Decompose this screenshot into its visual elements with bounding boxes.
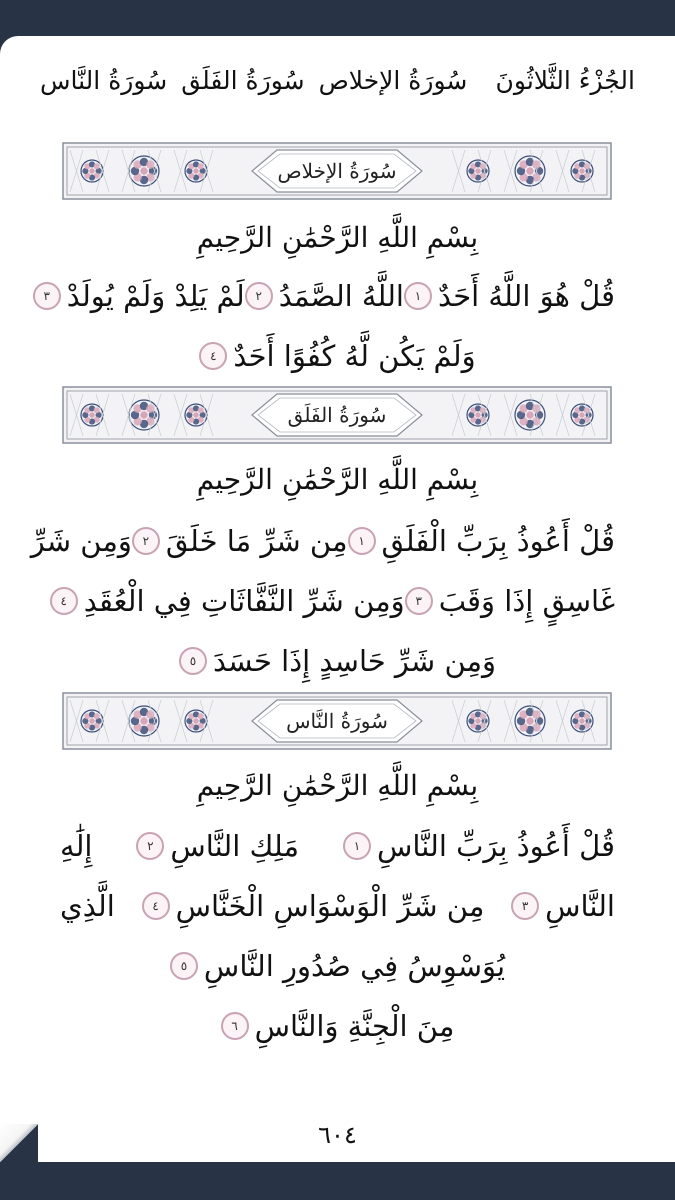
verse-segment bbox=[170, 941, 505, 991]
verse-segment bbox=[50, 576, 405, 626]
verse-segment bbox=[33, 271, 245, 321]
surah-title-frame bbox=[62, 386, 612, 444]
verse-text: قُلْ هُوَ اللَّهُ أَحَدٌ bbox=[437, 279, 615, 313]
verse-text: يُوَسْوِسُ فِي صُدُورِ النَّاسِ bbox=[203, 949, 506, 983]
ayah-number-marker: ٤ bbox=[50, 587, 78, 615]
verse-line bbox=[43, 271, 615, 321]
ayah-number-marker: ٤ bbox=[142, 892, 170, 920]
verse-segment bbox=[179, 636, 496, 686]
verse-segment bbox=[136, 821, 299, 871]
ayah-number-marker: ٥ bbox=[179, 647, 207, 675]
verse-text: النَّاسِ bbox=[545, 889, 615, 923]
basmala: بِسْمِ اللَّهِ الرَّحْمَٰنِ الرَّحِيمِ bbox=[196, 463, 479, 496]
verse-segment bbox=[31, 516, 132, 566]
ayah-number-marker: ٢ bbox=[245, 282, 273, 310]
basmala: بِسْمِ اللَّهِ الرَّحْمَٰنِ الرَّحِيمِ bbox=[196, 769, 479, 802]
header-surah-name: سُورَةُ الفَلَق bbox=[181, 65, 305, 95]
verse-text: قُلْ أَعُوذُ بِرَبِّ النَّاسِ bbox=[377, 829, 615, 863]
verse-text: الَّذِي bbox=[60, 889, 115, 923]
verse-segment bbox=[511, 881, 615, 931]
verse-text: وَمِن شَرِّ النَّفَّاثَاتِ فِي الْعُقَدِ bbox=[83, 584, 405, 618]
verse-text: وَلَمْ يَكُن لَّهُ كُفُوًا أَحَدٌ bbox=[233, 339, 476, 373]
verse-segment bbox=[60, 881, 115, 931]
ayah-number-marker: ٣ bbox=[405, 587, 433, 615]
ayah-number-marker: ٥ bbox=[170, 952, 198, 980]
verse-line bbox=[60, 331, 615, 381]
surah-title-frame bbox=[62, 142, 612, 200]
ayah-number-marker: ٣ bbox=[511, 892, 539, 920]
verse-text: اللَّهُ الصَّمَدُ bbox=[278, 279, 404, 313]
verse-segment bbox=[245, 271, 404, 321]
surah-title: سُورَةُ النَّاس bbox=[286, 709, 388, 733]
ayah-number-marker: ٢ bbox=[136, 832, 164, 860]
surah-title-frame bbox=[62, 692, 612, 750]
verse-text: مَلِكِ النَّاسِ bbox=[170, 829, 300, 863]
surah-title: سُورَةُ الفَلَق bbox=[287, 403, 387, 427]
juz-title: الجُزْءُ الثَّلاثُونَ bbox=[495, 65, 635, 95]
page-header bbox=[40, 58, 635, 102]
verse-line bbox=[60, 636, 615, 686]
verse-segment bbox=[405, 576, 615, 626]
verse-segment bbox=[199, 331, 475, 381]
mushaf-page bbox=[0, 36, 675, 1162]
verse-text: غَاسِقٍ إِذَا وَقَبَ bbox=[438, 584, 615, 618]
page-number: ٦٠٤ bbox=[318, 1121, 357, 1149]
verse-text: لَمْ يَلِدْ وَلَمْ يُولَدْ bbox=[66, 279, 245, 313]
ayah-number-marker: ١ bbox=[348, 527, 376, 555]
verse-segment bbox=[60, 821, 92, 871]
verse-segment bbox=[343, 821, 615, 871]
ayah-number-marker: ١ bbox=[343, 832, 371, 860]
verse-text: مِن شَرِّ الْوَسْوَاسِ الْخَنَّاسِ bbox=[175, 889, 485, 923]
header-surah-name: سُورَةُ النَّاس bbox=[40, 65, 168, 95]
verse-text: وَمِن شَرِّ حَاسِدٍ إِذَا حَسَدَ bbox=[212, 644, 497, 678]
ayah-number-marker: ٣ bbox=[33, 282, 61, 310]
verse-text: إِلَٰهِ bbox=[60, 829, 93, 863]
verse-line bbox=[60, 821, 615, 871]
surah-title: سُورَةُ الإخلاص bbox=[277, 159, 397, 183]
page-curl[interactable] bbox=[0, 1124, 38, 1162]
verse-line bbox=[60, 941, 615, 991]
verse-text: وَمِن شَرِّ bbox=[30, 524, 132, 558]
verse-segment bbox=[404, 271, 615, 321]
verse-text: مِن شَرِّ مَا خَلَقَ bbox=[165, 524, 348, 558]
verse-line bbox=[30, 516, 615, 566]
verse-line bbox=[60, 576, 615, 626]
verse-segment bbox=[348, 516, 615, 566]
verse-line bbox=[60, 1001, 615, 1051]
verse-text: قُلْ أَعُوذُ بِرَبِّ الْفَلَقِ bbox=[381, 524, 615, 558]
ayah-number-marker: ٤ bbox=[199, 342, 227, 370]
verse-line bbox=[60, 881, 615, 931]
ayah-number-marker: ٢ bbox=[132, 527, 160, 555]
verse-segment bbox=[132, 516, 348, 566]
header-surah-name: سُورَةُ الإخلاص bbox=[318, 65, 468, 95]
ayah-number-marker: ١ bbox=[404, 282, 432, 310]
ayah-number-marker: ٦ bbox=[221, 1012, 249, 1040]
verse-segment bbox=[221, 1001, 455, 1051]
header-surah-names bbox=[40, 66, 467, 95]
verse-segment bbox=[142, 881, 485, 931]
basmala: بِسْمِ اللَّهِ الرَّحْمَٰنِ الرَّحِيمِ bbox=[196, 221, 479, 254]
verse-text: مِنَ الْجِنَّةِ وَالنَّاسِ bbox=[254, 1009, 455, 1043]
